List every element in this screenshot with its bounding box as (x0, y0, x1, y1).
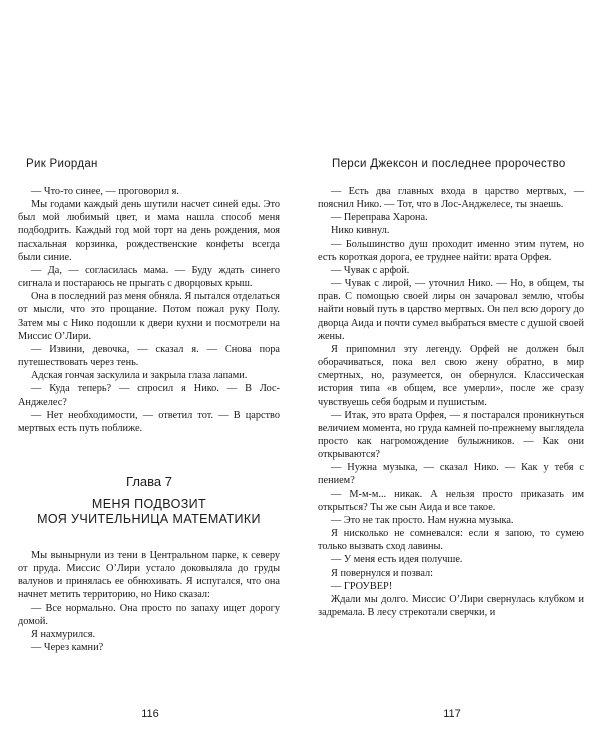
page-number: 117 (443, 708, 461, 720)
paragraph: — Все нормально. Она просто по запаху ищет дорогу домой. (18, 602, 280, 627)
paragraph: Нико кивнул. (331, 225, 390, 237)
paragraph: Мы годами каждый день шутили насчет синей еды. Это был мой любимый цвет, и мама нашла способ меня подбодрить. Каждый год мой торт на день рождения, моя пасхальная корзинка, рождественские конфеты всегда были синие. (18, 199, 280, 263)
paragraph: Ждали мы долго. Миссис О’Лири свернулась клубком и задремала. В лесу стрекотали сверчки, и (318, 593, 584, 618)
paragraph: — Нужна музыка, — сказал Нико. — Как у тебя с пением? (318, 462, 584, 487)
paragraph: — Да, — согласилась мама. — Буду ждать синего сигнала и постараюсь не прыгать с дворцовых крыш. (18, 264, 280, 290)
paragraph: Я нахмурился. (31, 628, 96, 640)
paragraph: Я нисколько не сомневался: если я запою, то сумею только вызвать сход лавины. (318, 528, 584, 553)
paragraph: — Есть два главных входа в царство мертвых, — пояснил Нико. — Тот, что в Лос-Анджелесе, ты знаешь. (318, 186, 584, 211)
paragraph: — Итак, это врата Орфея, — я постарался проникнуться величием момента, но груда камней по-прежнему выглядела просто как нагромождение булыжников. — Как они открываются? (318, 409, 584, 461)
paragraph: — Это не так просто. Нам нужна музыка. (331, 514, 514, 526)
chapter-title (18, 497, 280, 527)
paragraph: Она в последний раз меня обняла. Я пытался отделаться от мысли, что это прощание. Потом пожал руку Полу. Затем мы с Нико подошли к двери кухни и посмотрели на Миссис О’Лири. (18, 291, 280, 342)
paragraph: — Нет необходимости, — ответил тот. — В царство мертвых есть путь поближе. (18, 409, 280, 434)
paragraph: Я припомнил эту легенду. Орфей не должен был оборачиваться, пока вел свою жену обратно, в мир смертных, но, разумеется, он обернулся. Классическая история типа «в общем, все умерли», после же сразу чувствуешь себя бодрым и пушистым. (318, 343, 584, 408)
paragraph: — Что-то синее, — проговорил я. (31, 186, 179, 197)
chapter-title-line: МОЯ УЧИТЕЛЬНИЦА МАТЕМАТИКИ (37, 512, 261, 526)
paragraph: — Куда теперь? — спросил я Нико. — В Лос-Анджелес? (18, 383, 280, 408)
paragraph: — Чувак с арфой. (331, 264, 410, 276)
paragraph: — М-м-м... никак. А нельзя просто приказать им открыться? Ты же сын Аида и все такое. (318, 488, 584, 513)
paragraph: Мы вынырнули из тени в Центральном парке, к северу от пруда. Миссис О’Лири устало доковыляла до груды валунов и принялась ее обнюхивать. Я испугался, что она начнет метить территорию, но Нико сказал: (18, 550, 280, 601)
paragraph: — Через камни? (31, 642, 104, 654)
right-text (318, 185, 584, 619)
paragraph: Адская гончая заскулила и закрыла глаза лапами. (31, 370, 248, 382)
paragraph: — У меня есть идея получше. (331, 554, 463, 566)
page-number: 116 (141, 708, 159, 720)
left-text-bottom (18, 549, 280, 654)
chapter-number: Глава 7 (126, 474, 172, 489)
paragraph: — Большинство душ проходит именно этим путем, но есть короткая дорога, ее труднее найти: врата Орфея. (318, 238, 584, 263)
running-header-author: Рик Риордан (26, 158, 98, 170)
chapter-title-line: МЕНЯ ПОДВОЗИТ (91, 497, 207, 511)
paragraph: — Переправа Харона. (331, 212, 428, 224)
left-text-top (18, 185, 280, 435)
paragraph: — Чувак с лирой, — уточнил Нико. — Но, в общем, ты прав. С помощью своей лиры он зачаровал землю, чтобы найти новый путь в царство мертвых. Он пел всю дорогу до дворца Аида и почти сумел выбраться вместе с душой своей жены. (318, 278, 584, 342)
paragraph: — ГРОУВЕР! (331, 580, 393, 592)
paragraph: — Извини, девочка, — сказал я. — Снова пора путешествовать через тень. (18, 343, 280, 369)
paragraph: Я повернулся и позвал: (331, 567, 434, 579)
running-header-title: Перси Джексон и последнее пророчество (332, 158, 566, 170)
